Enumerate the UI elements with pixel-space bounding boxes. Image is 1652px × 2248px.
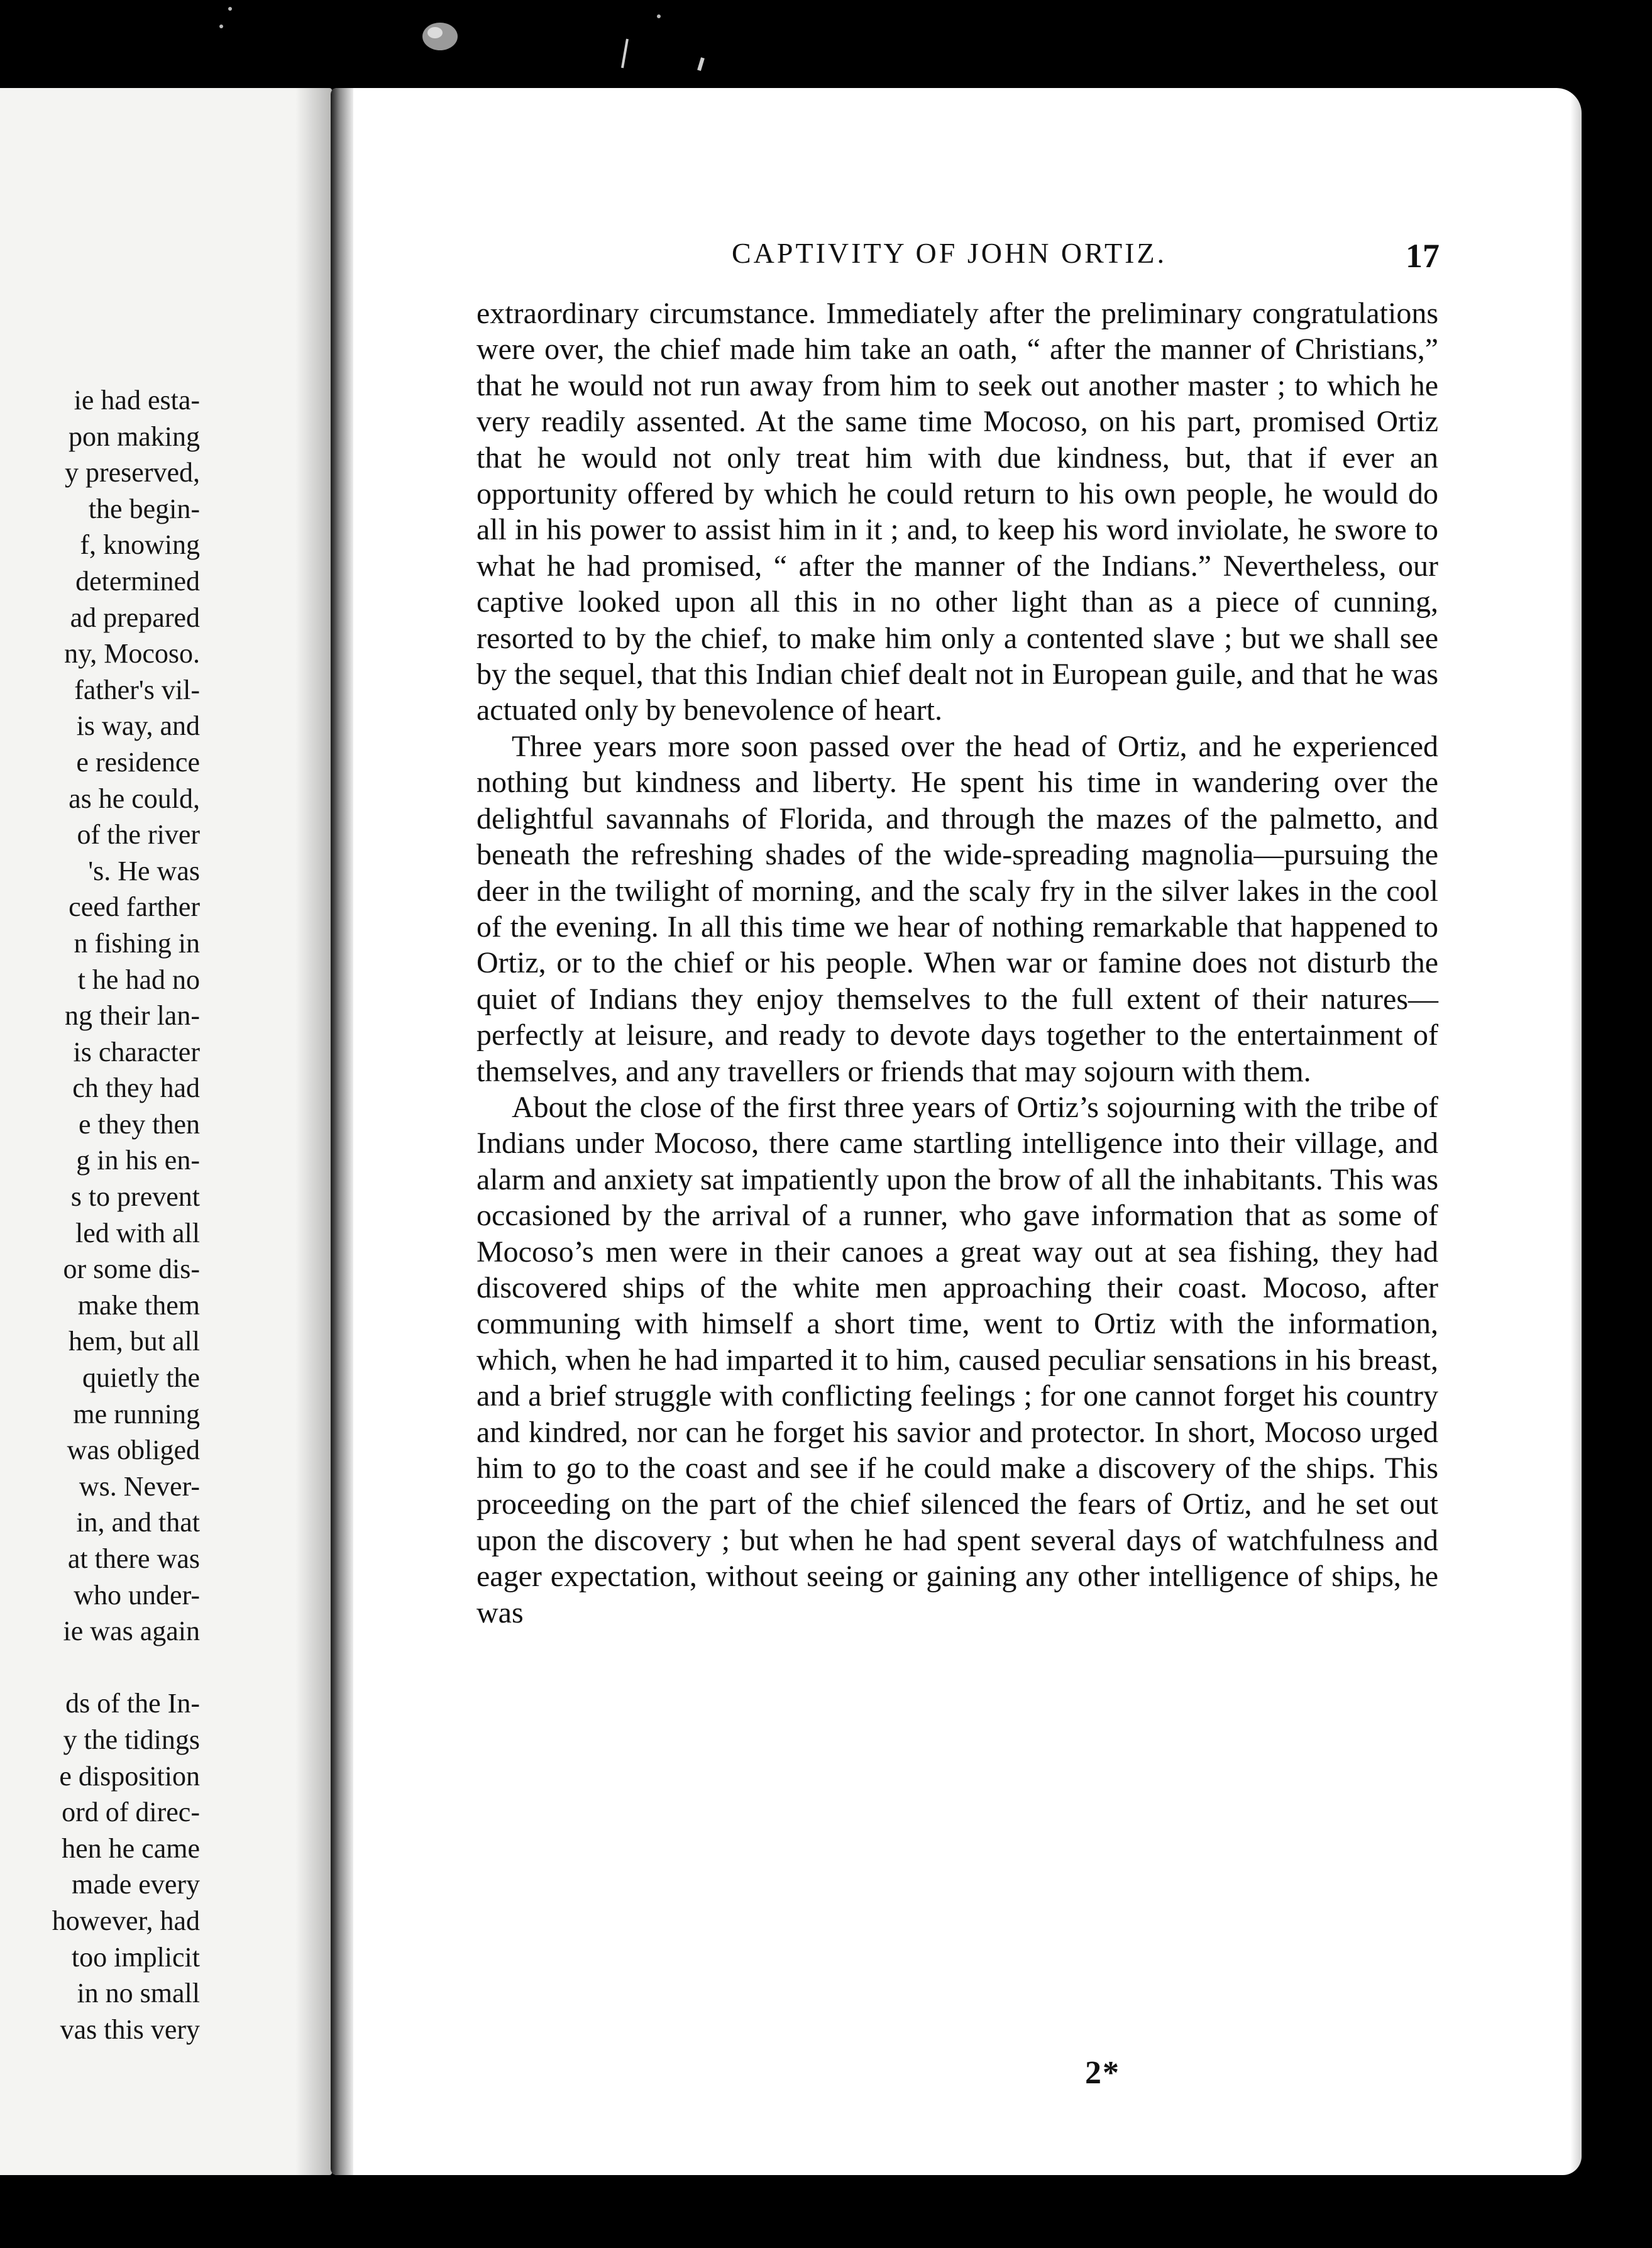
left-page-line: ny, Mocoso.	[64, 638, 200, 669]
left-facing-page	[0, 88, 332, 2175]
left-page-line: as he could,	[69, 783, 200, 814]
left-page-line: too implicit	[71, 1941, 200, 1973]
right-page	[331, 88, 1582, 2175]
left-page-line: ie was again	[63, 1616, 200, 1647]
left-page-line: s to prevent	[70, 1181, 200, 1213]
left-page-line: father's vil-	[74, 674, 200, 705]
left-page-line: determined	[75, 565, 200, 597]
paragraph-1: extraordinary circumstance. Immediately after the preliminary congratulations were over, the chief made him take an oath, “ after the manner of Christians,” that he would not run away from him to seek out another master ; to which he very readily assented. At the same time Mocoso, on his part, promised Ortiz that he would not only treat him with due kindness, but, that if ever an opportunity offered by which he could return to his own people, he would do all in his power to assist him in it ; and, to keep his word inviolate, he swore to what he had promised, “ after the manner of the Indians.” Nevertheless, our captive looked upon all this in no other light than as a piece of cunning, resorted to by the chief, to make him only a contented slave ; but we shall see by the sequel, that this Indian chief dealt not in European guile, and that he was actuated only by benevolence of heart.	[476, 297, 1438, 727]
left-page-line: who under-	[74, 1579, 200, 1611]
left-page-line: of the river	[77, 819, 200, 851]
left-page-line: n fishing in	[74, 927, 200, 959]
left-page-line: however, had	[52, 1905, 200, 1936]
left-page-line: hen he came	[62, 1832, 200, 1864]
left-page-line: the begin-	[88, 493, 200, 524]
page-spine-shadow	[331, 88, 353, 2175]
left-page-line: made every	[72, 1869, 200, 1900]
left-page-line: e they then	[78, 1108, 200, 1140]
left-page-line: ws. Never-	[79, 1470, 200, 1502]
paragraph-3: About the close of the first three years of Ortiz’s sojourning with the tribe of Indians under Mocoso, there came startling intelligence into their village, and alarm and anxiety sat impatiently upon the brow of all the inhabitants. This was occasioned by the arrival of a runner, who gave information that as some of Mocoso’s men were in their canoes a great way out at sea fishing, they had discovered ships of the white men approaching their coast. Mocoso, after communing with himself a short time, went to Ortiz with the information, which, when he had imparted it to him, caused peculiar sensations in his breast, and a brief struggle with conflicting feelings ; for one cannot forget his country and kindred, nor can he forget his savior and protector. In short, Mocoso urged him to go to the coast and see if he could make a discovery of the ships. This proceeding on the part of the chief silenced the fears of Ortiz, and he set out upon the discovery ; but when he had spent several days of watchfulness and eager expectation, without seeing or gaining any other intelligence of ships, he was	[476, 1090, 1438, 1629]
paragraph-2: Three years more soon passed over the head of Ortiz, and he experienced nothing but kindness and liberty. He spent his time in wandering over the delightful savannahs of Florida, and through the mazes of the palmetto, and beneath the refreshing shades of the wide-spreading magnolia—pursuing the deer in the twilight of morning, and the scaly fry in the silver lakes in the cool of the evening. In all this time we hear of nothing remarkable that happened to Ortiz, or to the chief or his people. When war or famine does not disturb the quiet of Indians they enjoy themselves to the full extent of their natures—perfectly at leisure, and ready to devote days together to the entertainment of themselves, and any travellers or friends that may sojourn with them.	[476, 729, 1438, 1088]
left-page-line: ie had esta-	[74, 385, 200, 416]
left-page-line: f, knowing	[80, 529, 200, 561]
left-page-line: vas this very	[60, 2014, 200, 2045]
left-page-line: pon making	[69, 421, 200, 452]
left-page-line: in, and that	[76, 1507, 200, 1538]
left-page-line	[52, 1650, 200, 1686]
page-edge-shadow	[1570, 88, 1582, 2175]
left-page-line: ds of the In-	[65, 1688, 200, 1719]
left-page-line: is character	[73, 1036, 200, 1067]
left-page-line: ceed farther	[69, 891, 200, 923]
left-page-text	[52, 382, 200, 2047]
left-page-line: me running	[73, 1398, 200, 1430]
signature-mark: 2*	[1085, 2055, 1120, 2091]
left-page-line: in no small	[77, 1978, 200, 2009]
left-page-line: e residence	[76, 746, 200, 778]
left-page-line: or some dis-	[63, 1253, 200, 1285]
body-text	[476, 295, 1438, 1631]
left-page-line: t he had no	[77, 964, 200, 995]
left-page-line: quietly the	[82, 1362, 200, 1394]
left-page-line: at there was	[67, 1543, 200, 1574]
left-page-line: ord of direc-	[62, 1797, 200, 1828]
left-page-line: ng their lan-	[64, 1000, 200, 1032]
left-page-line: ad prepared	[70, 602, 200, 633]
left-page-line: make them	[77, 1289, 200, 1321]
left-page-line: 's. He was	[88, 855, 200, 886]
running-head: CAPTIVITY OF JOHN ORTIZ.	[732, 237, 1167, 269]
left-page-line: ch they had	[72, 1072, 200, 1104]
left-page-line: hem, but all	[69, 1326, 200, 1357]
left-page-line: e disposition	[59, 1760, 200, 1792]
gutter-shadow	[295, 88, 332, 2175]
left-page-line: y the tidings	[63, 1724, 200, 1755]
left-page-line: g in his en-	[76, 1145, 200, 1176]
left-page-line: y preserved,	[64, 457, 200, 488]
left-page-line: is way, and	[76, 710, 200, 742]
left-page-line: was obliged	[67, 1435, 200, 1466]
page-number: 17	[1406, 237, 1440, 275]
left-page-line: led with all	[75, 1217, 200, 1248]
